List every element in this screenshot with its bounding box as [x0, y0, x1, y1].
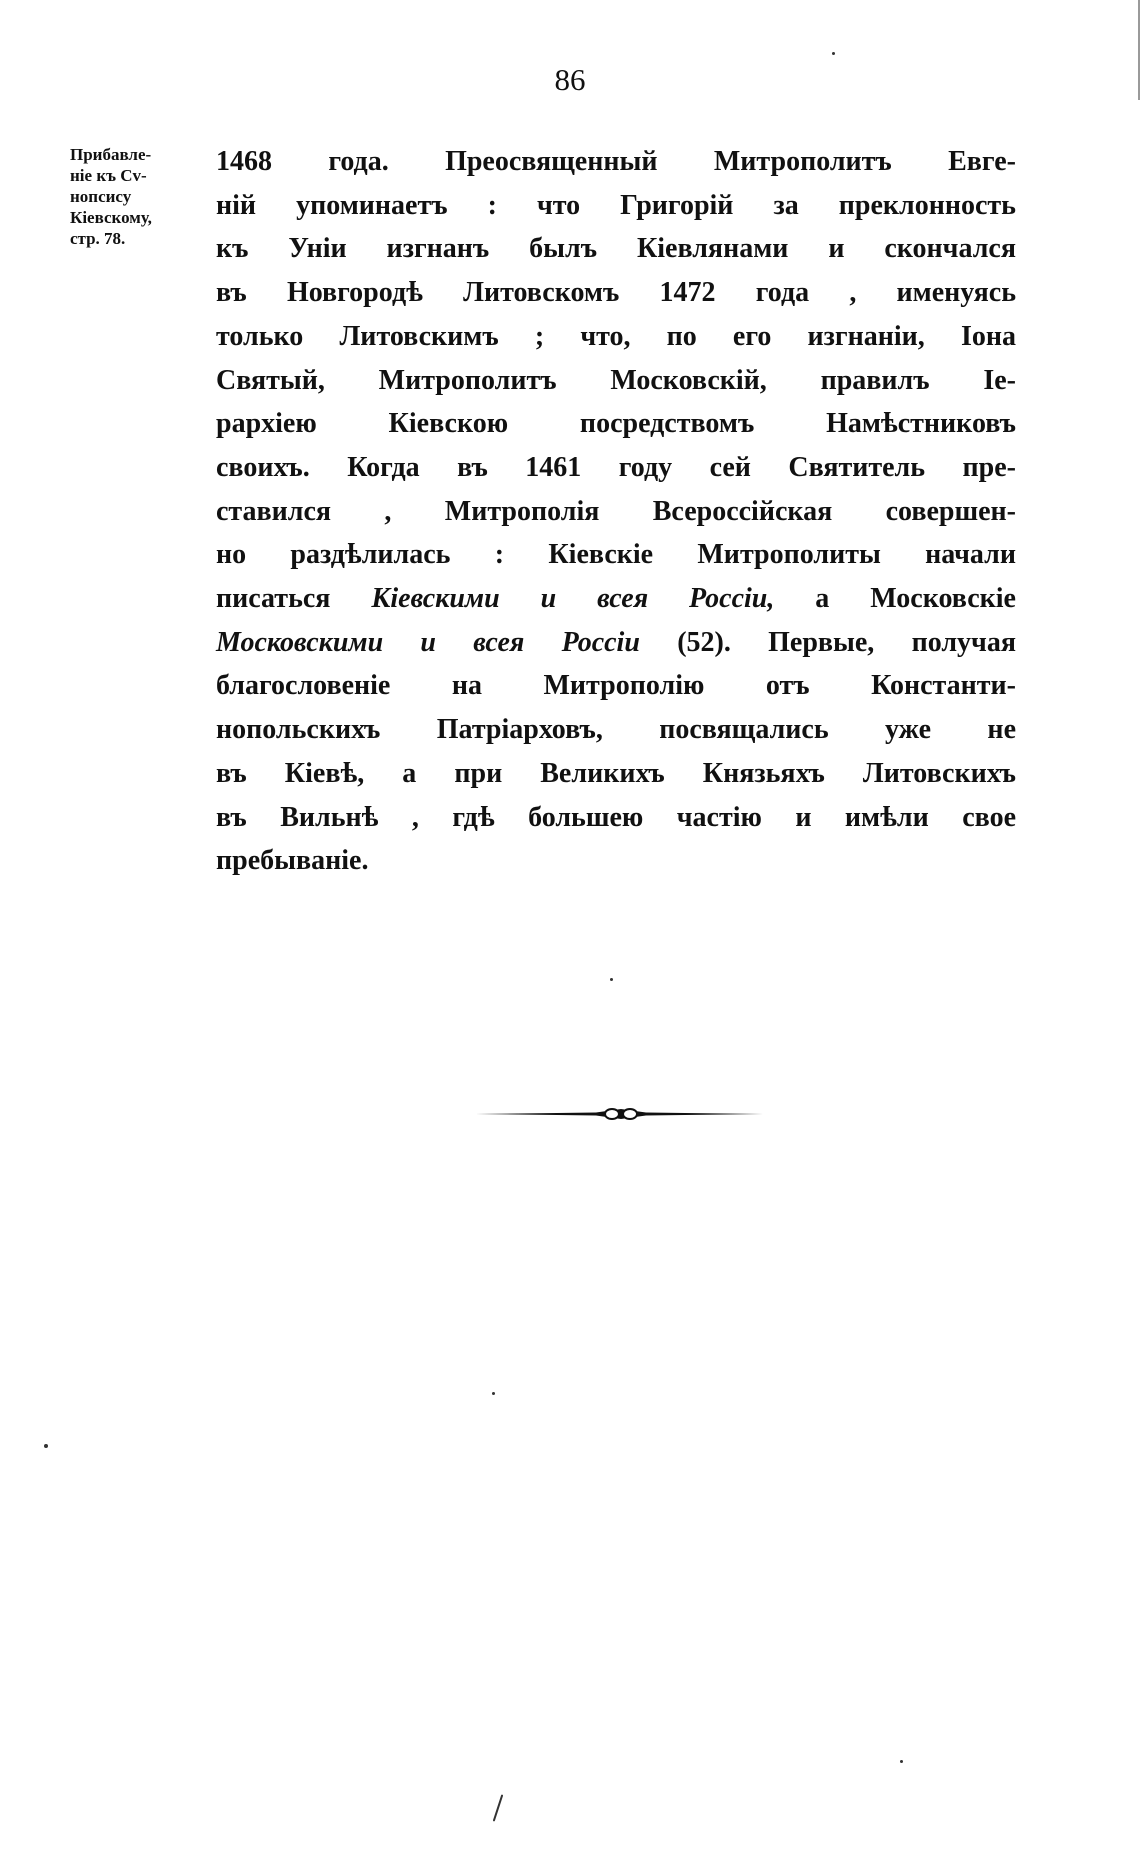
print-speck: [44, 1444, 48, 1448]
text-line: 1468 года. Преосвященный Митрополитъ Евге-: [216, 146, 1016, 177]
margin-note: [70, 144, 210, 249]
text-line: своихъ. Когда въ 1461 году сей Святитель пре-: [216, 451, 1016, 483]
text-line: рархіею Кіевскою посредствомъ Намѣстниковъ: [216, 408, 1016, 440]
tailpiece-ornament: [476, 1105, 766, 1123]
text-line: пребываніе.: [216, 845, 369, 877]
text-line: въ Вильнѣ , гдѣ большею частію и имѣли свое: [216, 801, 1016, 833]
text-line: Святый, Митрополитъ Московскій, правилъ Іе-: [216, 364, 1016, 396]
margin-note-line: Прибавле-: [70, 145, 152, 164]
body-text: [216, 140, 1016, 883]
text-line: [216, 577, 1016, 621]
text-line: въ Новгородѣ Литовскомъ 1472 года , именуясь: [216, 277, 1016, 309]
text-segment: (52). Первые, получая: [639, 626, 1016, 658]
text-line: къ Уніи изгнанъ былъ Кіевлянами и скончался: [216, 233, 1016, 265]
text-line: но раздѣлилась : Кіевскіе Митрополиты начали: [216, 539, 1016, 571]
margin-note-line: Кіевскому,: [70, 208, 152, 227]
print-speck: [832, 52, 835, 55]
text-segment: а Московскіе: [774, 583, 1016, 615]
margin-note-line: ніе къ Сv-: [70, 166, 147, 185]
text-line: ставился , Митрополія Всероссійская совершен-: [216, 495, 1016, 527]
italic-phrase: Московскими и всея Россіи: [216, 626, 640, 658]
print-speck: [492, 1392, 495, 1395]
text-line: нопольскихъ Патріарховъ, посвящались уже не: [216, 714, 1016, 746]
text-line: въ Кіевѣ, а при Великихъ Князьяхъ Литовскихъ: [216, 757, 1016, 789]
margin-note-line: стр. 78.: [70, 229, 126, 248]
margin-note-line: нопсису: [70, 187, 132, 206]
print-speck: [493, 1794, 504, 1821]
text-segment: писаться: [216, 583, 372, 615]
page-number: 86: [554, 62, 586, 97]
text-line: только Литовскимъ ; что, по его изгнаніи, Іона: [216, 320, 1016, 352]
text-line: благословеніе на Митрополію отъ Константи-: [216, 670, 1016, 702]
italic-phrase: Кіевскими и всея Россіи,: [371, 583, 775, 615]
text-line: [216, 621, 1016, 665]
print-speck: [900, 1760, 903, 1763]
text-line: ній упоминаетъ : что Григорій за преклонность: [216, 189, 1016, 221]
print-speck: [610, 978, 613, 981]
